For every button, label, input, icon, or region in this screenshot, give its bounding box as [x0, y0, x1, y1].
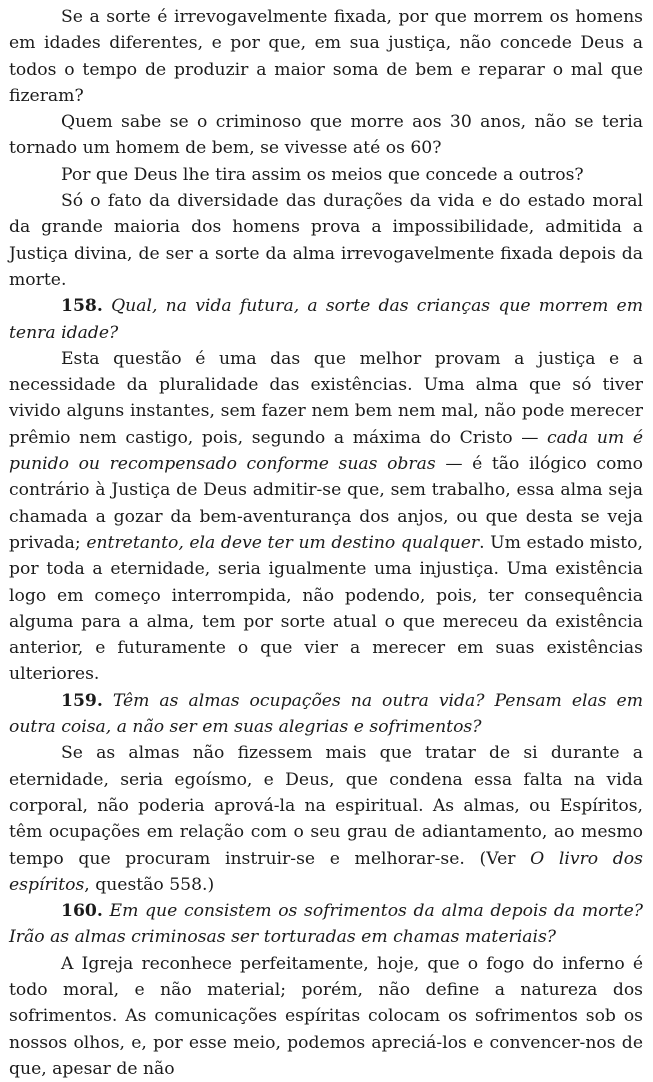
- question-160: [9, 898, 643, 951]
- question-number: 158.: [61, 296, 103, 317]
- paragraph: Por que Deus lhe tira assim os meios que concede a outros?: [61, 164, 584, 185]
- paragraph: A Igreja reconhece perfeitamente, hoje, que o fogo do inferno é todo moral, e não material; porém, não define a natureza dos sofrimentos. As comunicações espíritas colocam os sofrimentos sob os nossos olhos, e, por esse meio, podemos apreciá-los e convencer-nos de que, apesar de não: [9, 953, 643, 1079]
- question-number: 159.: [61, 690, 103, 711]
- answer-text: Se as almas não fizessem mais que tratar de si durante a eternidade, seria egoísmo, e Deus, que condena essa falta na vida corporal, não poderia aprová-la na espiritual. As almas, ou Espíritos, têm ocupações em relação com o seu grau de adiantamento, ao mesmo tempo que procuram instruir-se e melhorar-se. (Ver: [9, 743, 643, 869]
- question-number: 160.: [61, 901, 103, 922]
- answer-text: . Um estado misto, por toda a eternidade, seria igualmente uma injustiça. Uma existência logo em começo interrompida, não podendo, pois, ter consequência alguma para a alma, tem por sorte atual o que mereceu da existência anterior, e futuramente o que vier a merecer em suas existências ulteriores.: [9, 532, 643, 685]
- paragraph: Se a sorte é irrevogavelmente fixada, por que morrem os homens em idades diferentes, e por que, em sua justiça, não concede Deus a todos o tempo de produzir a maior soma de bem e reparar o mal que fizeram?: [9, 7, 643, 106]
- question-text: Têm as almas ocupações na outra vida? Pensam elas em outra coisa, a não ser em suas alegrias e sofrimentos?: [9, 690, 643, 738]
- question-159: [9, 688, 643, 741]
- answer-emphasis: cada um é punido ou recompensado conforme suas obras: [9, 427, 643, 475]
- answer-text: — é tão ilógico como contrário à Justiça de Deus admitir-se que, sem trabalho, essa alma seja chamada a gozar da bem-aventurança dos anjos, ou que desta se veja privada;: [9, 454, 643, 553]
- question-158: [9, 293, 643, 346]
- question-text: Em que consistem os sofrimentos da alma depois da morte? Irão as almas criminosas ser torturadas em chamas materiais?: [9, 901, 643, 948]
- answer-158: [9, 346, 643, 688]
- answer-text: Esta questão é uma das que melhor provam a justiça e a necessidade da pluralidade das existências. Uma alma que só tiver vivido alguns instantes, sem fazer nem bem nem mal, não pode merecer prêmio nem castigo, pois, segundo a máxima do Cristo —: [9, 348, 643, 448]
- answer-159: [9, 740, 643, 898]
- paragraph: Só o fato da diversidade das durações da vida e do estado moral da grande maioria dos homens prova a impossibilidade, admitida a Justiça divina, de ser a sorte da alma irrevogavelmente fixada depois da morte.: [9, 191, 643, 290]
- answer-emphasis: entretanto, ela deve ter um destino qualquer: [86, 532, 480, 553]
- answer-text: , questão 558.): [84, 874, 215, 895]
- paragraph: Quem sabe se o criminoso que morre aos 30 anos, não se teria tornado um homem de bem, se vivesse até os 60?: [9, 112, 643, 159]
- book-title: O livro dos espíritos: [9, 848, 643, 895]
- question-text: Qual, na vida futura, a sorte das crianças que morrem em tenra idade?: [9, 296, 644, 343]
